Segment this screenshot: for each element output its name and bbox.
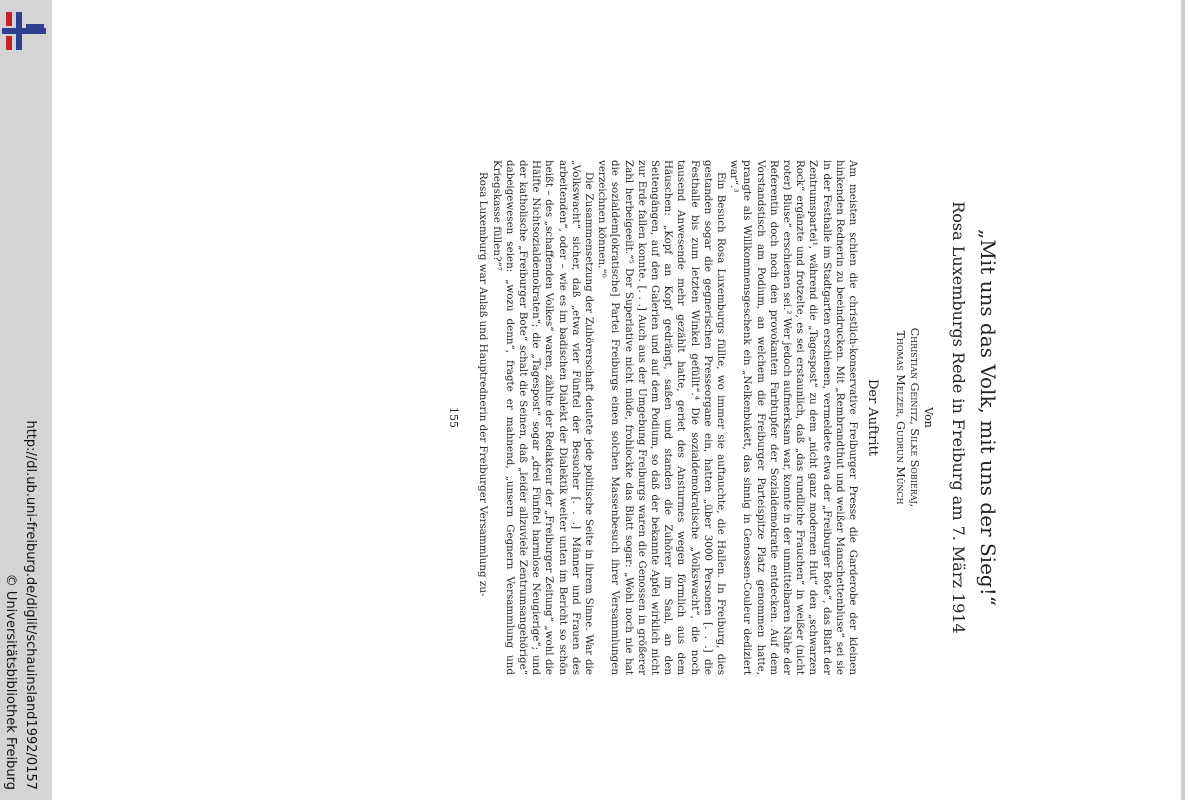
section-heading: Der Auftritt	[865, 378, 880, 457]
article-title: „Mit uns das Volk, mit uns der Sieg!“	[976, 229, 1000, 606]
document-url[interactable]: http://dl.ub.uni-freiburg.de/diglit/schauinsland1992/0157	[23, 420, 38, 790]
rotated-page-content	[210, 160, 1000, 675]
page-edge	[1181, 0, 1185, 800]
page-number: 155	[447, 407, 461, 428]
paragraph: Am meisten schien die christlich-konservative Freiburger Presse die Garderobe der kleinen hinkenden Rednerin zu beeindrucken. Mit „Rembrandthut und weißer Manschettenbluse“ sei sie in der Festhalle im Stadtgarten erschienen, vermeldete etwa der „Freiburger Bote“, das Blatt der Zentrumspartei¹, während die „Tagespost“ zu dem „nicht ganz modernen Hut“ den „schwarzen Rock“ ergänzte und frotzelte, es sei erstaunlich, daß „das rundliche Frauchen“ in weißer (nicht roter) Bluse“ erschienen sei.² Wer jedoch aufmerksam war, konnte in der unmittelbaren Nähe der Referentin doch noch den provokanten Farbtupfer der Sozialdemokratie entdecken. Auf dem Vorstandstisch am Podium, an welchem die Freiburger Parteispitze Platz genommen hatte, prangte als Willkommensgeschenk ein „Nelkenbukett, das sinnig in Genossen-Couleur dediziert war“.³	[728, 160, 859, 675]
authors-line-1: Christian Geinitz, Silke Sobieraj,	[908, 327, 921, 508]
authors-line-2: Thomas Melzer, Gudrun Münch	[894, 330, 907, 505]
article-subtitle: Rosa Luxemburgs Rede in Freiburg am 7. März 1914	[949, 201, 968, 634]
viewer-sidebar	[0, 0, 52, 800]
paragraph: Rosa Luxemburg war Anlaß und Hauptrednerin der Freiburger Versammlung zu-	[477, 172, 490, 597]
byline-von: Von	[922, 407, 935, 428]
copyright-notice: © Universitätsbibliothek Freiburg	[3, 573, 18, 790]
paragraph: Ein Besuch Rosa Luxemburgs füllte, wo immer sie auftauchte, die Hallen. In Freiburg, dies gestanden sogar die gegnerischen Presseorgane ein, hatten „über 3000 Personen [. . .] die Festhalle bis zum letzten Winkel gefüllt“.⁴ Die sozialdemokratische „Volkswacht“, die noch tausend Anwesende mehr gezählt hatte, geriet des Ansturmes wegen förmlich aus dem Häuschen: „Kopf an Kopf gedrängt, saßen und standen die Zuhörer im Saal, an den Seitengängen, auf den Galerien und auf dem Podium, so daß der bekannte Apfel wirklich nicht zur Erde fallen konnte. [. . .] Auch aus der Umgebung Freiburgs waren die Genossen in größerer Zahl herbeigeeilt.“⁵ Der Superlative nicht müde, frohlockte das Blatt sogar: „Wohl noch nie hat die sozialdem[okratische] Partei Freiburgs einen solchen Massenbesuch ihrer Versammlungen verzeichnen können.“⁶	[596, 160, 727, 675]
paragraph: Die Zusammensetzung der Zuhörerschaft deutete jede politische Seite in ihrem Sinne. War die „Volkswacht“ sicher, daß „etwa vier Fünftel der Besucher [. . .] Männer und Frauen des arbeitenden“, oder – wie es im badischen Dialekt der Dialektik weiter unten im Bericht so schön heißt – des „schaffenden Volkes“ waren, zählte der Redakteur der „Freiburger Zeitung“ „wohl die Hälfte Nichtsozialdemokraten“; die „Tagespost“ sogar „drei Fünftel harmlose Neugierige“; und der katholische „Freiburger Bote“ schalt die Seinen, daß „leider allzuviele Zentrumsangehörige“ dabeigewesen seien: „wozu denn“, fragte er mahnend, „unsern Gegnern Versammlung und Kriegskasse füllen?“⁷	[490, 160, 595, 675]
